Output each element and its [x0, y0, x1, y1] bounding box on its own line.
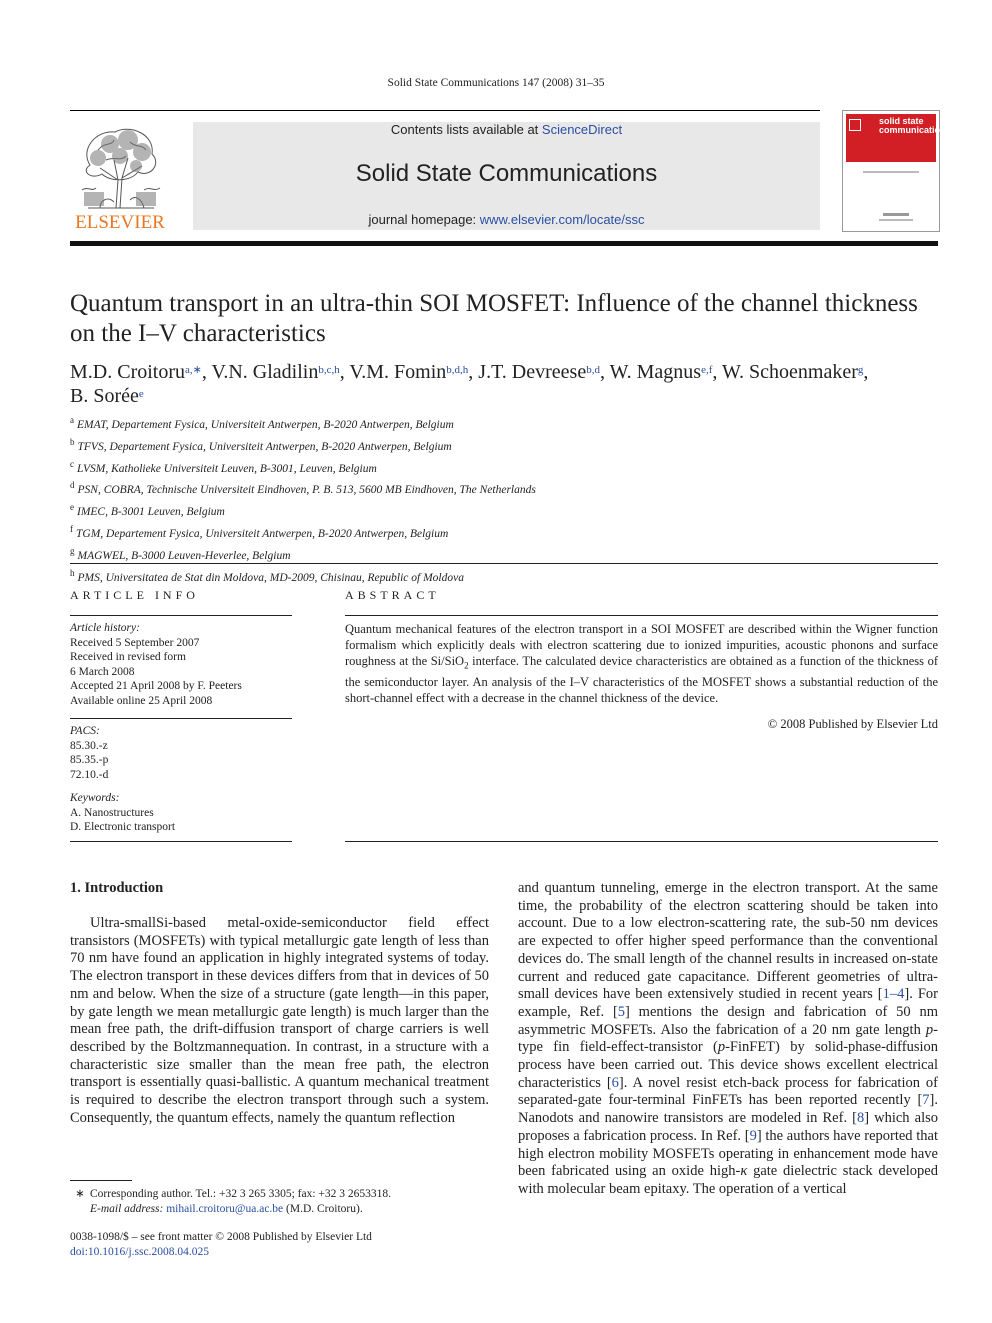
footnote-text: Corresponding author. Tel.: +32 3 265 3305; fax: +32 3 2653318. — [90, 1188, 392, 1200]
cover-line — [883, 213, 909, 216]
footnote — [70, 1187, 490, 1217]
affiliation-text: EMAT, Departement Fysica, Universiteit Antwerpen, B-2020 Antwerpen, Belgium — [77, 418, 454, 431]
homepage-prefix: journal homepage: — [368, 212, 480, 227]
abstract-subscript: 2 — [464, 660, 469, 671]
author-affiliation-marker[interactable]: g — [857, 364, 864, 376]
email-suffix: (M.D. Croitoru). — [283, 1203, 363, 1215]
affiliation-text: TFVS, Departement Fysica, Universiteit Antwerpen, B-2020 Antwerpen, Belgium — [77, 440, 452, 453]
author-name: M.D. Croitoru — [70, 361, 185, 383]
affiliation-text: TGM, Departement Fysica, Universiteit Antwerpen, B-2020 Antwerpen, Belgium — [76, 527, 449, 540]
italic-symbol: p — [925, 1021, 934, 1038]
pacs-item: 72.10.-d — [70, 768, 109, 781]
email-link[interactable]: mihail.croitoru@ua.ac.be — [166, 1203, 284, 1215]
history-item: Received 5 September 2007 — [70, 636, 200, 649]
footnote-rule — [70, 1180, 132, 1181]
cover-line — [863, 171, 919, 173]
contents-line — [193, 122, 820, 137]
body-text: ] the authors have reported that high electron mobility MOSFETs operating in enhancement mode have been fabricated using an oxide high- — [518, 1127, 938, 1180]
section-heading-introduction: 1. Introduction — [70, 880, 164, 896]
pacs-item: 85.35.-p — [70, 754, 109, 766]
abstract-text-part: interface. The calculated device characteristics are obtained as a function of the thickness of the semiconductor layer. An analysis of the I–V characteristics of the MOSFET shows a substantial reduction of the short-channel effect with a decrease in the channel thickness of the device. — [345, 654, 939, 705]
header-thick-rule — [70, 241, 938, 246]
affiliation-text: IMEC, B-3001 Leuven, Belgium — [77, 506, 225, 519]
citation-link[interactable]: 9 — [749, 1127, 757, 1144]
body-paragraph: Ultra-smallSi-based metal-oxide-semiconductor field effect transistors (MOSFETs) with typical metallurgic gate length of less than 70 nm have found an application in highly integrated systems of today. The electron transport in these devices differs from that in devices of 50 nm and below. When the size of a structure (gate length—in this paper, by gate length we mean metallurgic gate length) is much larger than the mean free path, the drift-diffusion transport of charge carriers is well described by the Boltzmannequation. In contrast, in a structure with a characteristic size smaller than the mean free path, the electron transport is essentially quasi-ballistic. A quantum mechanical treatment is required to describe the electron transport through such a system. Consequently, the quantum effects, namely the quantum reflection — [70, 915, 489, 1126]
body-text: ]. A novel resist etch-back process for fabrication of separated-gate four-terminal FinFETs has been reported recently [ — [518, 1074, 938, 1109]
affiliation-key: b — [70, 436, 75, 447]
abstract-rule — [345, 615, 938, 616]
citation-link[interactable]: 6 — [611, 1074, 619, 1091]
keyword-item: A. Nanostructures — [70, 806, 154, 819]
article-info-rule — [70, 718, 292, 719]
homepage-link[interactable]: www.elsevier.com/locate/ssc — [479, 212, 645, 227]
body-text: ] mentions the design and fabrication of 50 nm asymmetric MOSFETs. Also the fabrication of a 20 nm gate length — [518, 1003, 938, 1038]
affiliation-item — [70, 477, 938, 499]
top-rule — [70, 110, 820, 111]
author-name: B. Sorée — [70, 385, 139, 407]
body-text: ]. Nanodots and nanowire transistors are modeled in Ref. [ — [518, 1092, 938, 1127]
footnote-star: ∗ — [75, 1188, 85, 1200]
elsevier-wordmark: ELSEVIER — [75, 212, 165, 232]
affiliation-key: f — [70, 524, 73, 535]
elsevier-tree-icon — [70, 120, 170, 232]
body-text: ]. For example, Ref. [ — [518, 986, 938, 1020]
homepage-line — [193, 212, 820, 227]
front-matter — [70, 1230, 372, 1260]
contents-prefix: Contents lists available at — [390, 122, 542, 137]
pacs-block — [70, 724, 292, 782]
footnote-email — [70, 1202, 490, 1217]
affiliation-item — [70, 565, 938, 587]
author-list: M.D. Croitoru$^{a,∗}$, V.N. Gladilin$^{b,c,h}$, V.M. Fomin$^{b,d,h}$, J.T. Devreese$^{b,d}$, W. Magnus$^{e,f}$, W. Schoenmaker$^g$, B. Sorée$^e$ — [70, 361, 869, 407]
author-affiliation-marker[interactable]: b,d — [586, 364, 600, 376]
affiliation-item — [70, 543, 938, 565]
body-text: -FinFET) by solid-phase-diffusion process have been carried out. This device shows excellent electrical characteristics [ — [518, 1039, 938, 1091]
article-info-rule — [70, 841, 292, 842]
pacs-label: PACS: — [70, 725, 100, 737]
italic-symbol: κ — [740, 1163, 748, 1180]
pacs-item: 85.30.-z — [70, 739, 108, 752]
affiliation-text: MAGWEL, B-3000 Leuven-Heverlee, Belgium — [77, 549, 291, 562]
author-name: V.M. Fomin — [349, 361, 447, 383]
cover-title: solid state communications — [879, 116, 951, 135]
cover-logo-icon — [849, 119, 861, 131]
author-affiliation-marker[interactable]: b,d,h — [446, 364, 469, 376]
body-text: ] which also proposes a fabrication process. In Ref. [ — [518, 1110, 938, 1144]
affiliation-key: g — [70, 545, 75, 556]
doi-link[interactable]: doi:10.1016/j.ssc.2008.04.025 — [70, 1246, 209, 1258]
abstract-copyright: © 2008 Published by Elsevier Ltd — [767, 717, 938, 731]
history-item: Accepted 21 April 2008 by F. Peeters — [70, 680, 242, 692]
affiliation-key: a — [70, 415, 74, 425]
citation-link[interactable]: 7 — [922, 1092, 930, 1109]
history-label: Article history: — [70, 622, 140, 634]
affiliation-text: LVSM, Katholieke Universiteit Leuven, B-3001, Leuven, Belgium — [77, 462, 377, 475]
affiliation-key: e — [70, 502, 74, 513]
keyword-item: D. Electronic transport — [70, 821, 176, 833]
affiliation-item — [70, 456, 938, 478]
email-label: E-mail address: — [90, 1203, 164, 1215]
citation-link[interactable]: 8 — [856, 1110, 865, 1127]
affiliation-item — [70, 499, 938, 521]
article-info-rule — [70, 615, 292, 616]
author-name: W. Magnus — [609, 361, 702, 383]
author-affiliation-marker[interactable]: a,∗ — [185, 364, 202, 376]
affiliation-text: PMS, Universitatea de Stat din Moldova, MD-2009, Chisinau, Republic of Moldova — [77, 571, 464, 584]
affiliation-text: PSN, COBRA, Technische Universiteit Eindhoven, P. B. 513, 5600 MB Eindhoven, The Netherlands — [77, 484, 536, 497]
affiliation-key: c — [70, 458, 74, 469]
journal-title: Solid State Communications — [355, 160, 658, 187]
journal-cover-thumbnail[interactable] — [842, 110, 951, 232]
citation-link[interactable]: 1–4 — [882, 986, 905, 1003]
abstract-heading: ABSTRACT — [345, 588, 440, 602]
issn-line: 0038-1098/$ – see front matter © 2008 Published by Elsevier Ltd — [70, 1231, 372, 1243]
abstract-text-part: Quantum mechanical features of the electron transport in a SOI MOSFET are described within the Wigner function formalism which explicitly deals with electron scattering due to ionized impurities, acoustic phonons and surface roughness at the Si/SiO — [345, 622, 938, 668]
citation-link[interactable]: 5 — [617, 1003, 626, 1020]
author-name: J.T. Devreese — [478, 361, 587, 383]
body-left-column — [70, 915, 489, 1127]
affiliation-item — [70, 521, 938, 543]
author-affiliation-marker[interactable]: e — [138, 388, 144, 400]
history-item: 6 March 2008 — [70, 665, 135, 678]
abstract-rule — [345, 841, 938, 842]
running-head: Solid State Communications 147 (2008) 31–35 — [387, 77, 605, 89]
author-affiliation-marker[interactable]: b,c,h — [318, 364, 340, 376]
footnote-corresponding — [70, 1187, 490, 1202]
article-title: Quantum transport in an ultra-thin SOI MOSFET: Influence of the channel thickness on the I–V characteristics — [70, 290, 918, 347]
author-name: W. Schoenmaker — [722, 361, 858, 383]
article-history — [70, 621, 292, 708]
sciencedirect-link[interactable]: ScienceDirect — [541, 122, 623, 137]
body-text: -type fin field-effect-transistor ( — [518, 1021, 938, 1056]
affiliation-key: h — [70, 567, 75, 578]
elsevier-logo[interactable] — [70, 120, 170, 232]
cover-line — [879, 219, 913, 221]
author-name: V.N. Gladilin — [211, 361, 319, 383]
body-text: and quantum tunneling, emerge in the electron transport. At the same time, the probability of the electron scattering should be taken into account. Due to a low electron-scattering rate, the sub-50 nm devices are expected to offer higher speed performance than the conventional devices do. The small length of the channel results in increased on-state current and reduced gate capacitance. Different geometries of ultra-small devices have been extensively studied in recent years [ — [518, 880, 938, 1003]
article-info-heading: ARTICLE INFO — [70, 588, 199, 602]
keywords-block — [70, 791, 292, 835]
author-affiliation-marker[interactable]: e,f — [701, 364, 713, 376]
affiliation-item — [70, 434, 938, 456]
affiliation-key: d — [70, 480, 75, 491]
italic-symbol: p — [717, 1039, 726, 1056]
body-text: gate dielectric stack developed with molecular beam epitaxy. The operation of a vertical — [518, 1163, 938, 1197]
body-right-column — [518, 880, 938, 1199]
keywords-label: Keywords: — [70, 792, 120, 804]
affiliation-list — [70, 412, 938, 587]
history-item: Received in revised form — [70, 651, 186, 663]
abstract-text — [345, 621, 938, 706]
affiliation-item — [70, 412, 938, 434]
body-paragraph — [518, 880, 938, 1199]
history-item: Available online 25 April 2008 — [70, 694, 213, 707]
section-divider — [70, 563, 938, 564]
